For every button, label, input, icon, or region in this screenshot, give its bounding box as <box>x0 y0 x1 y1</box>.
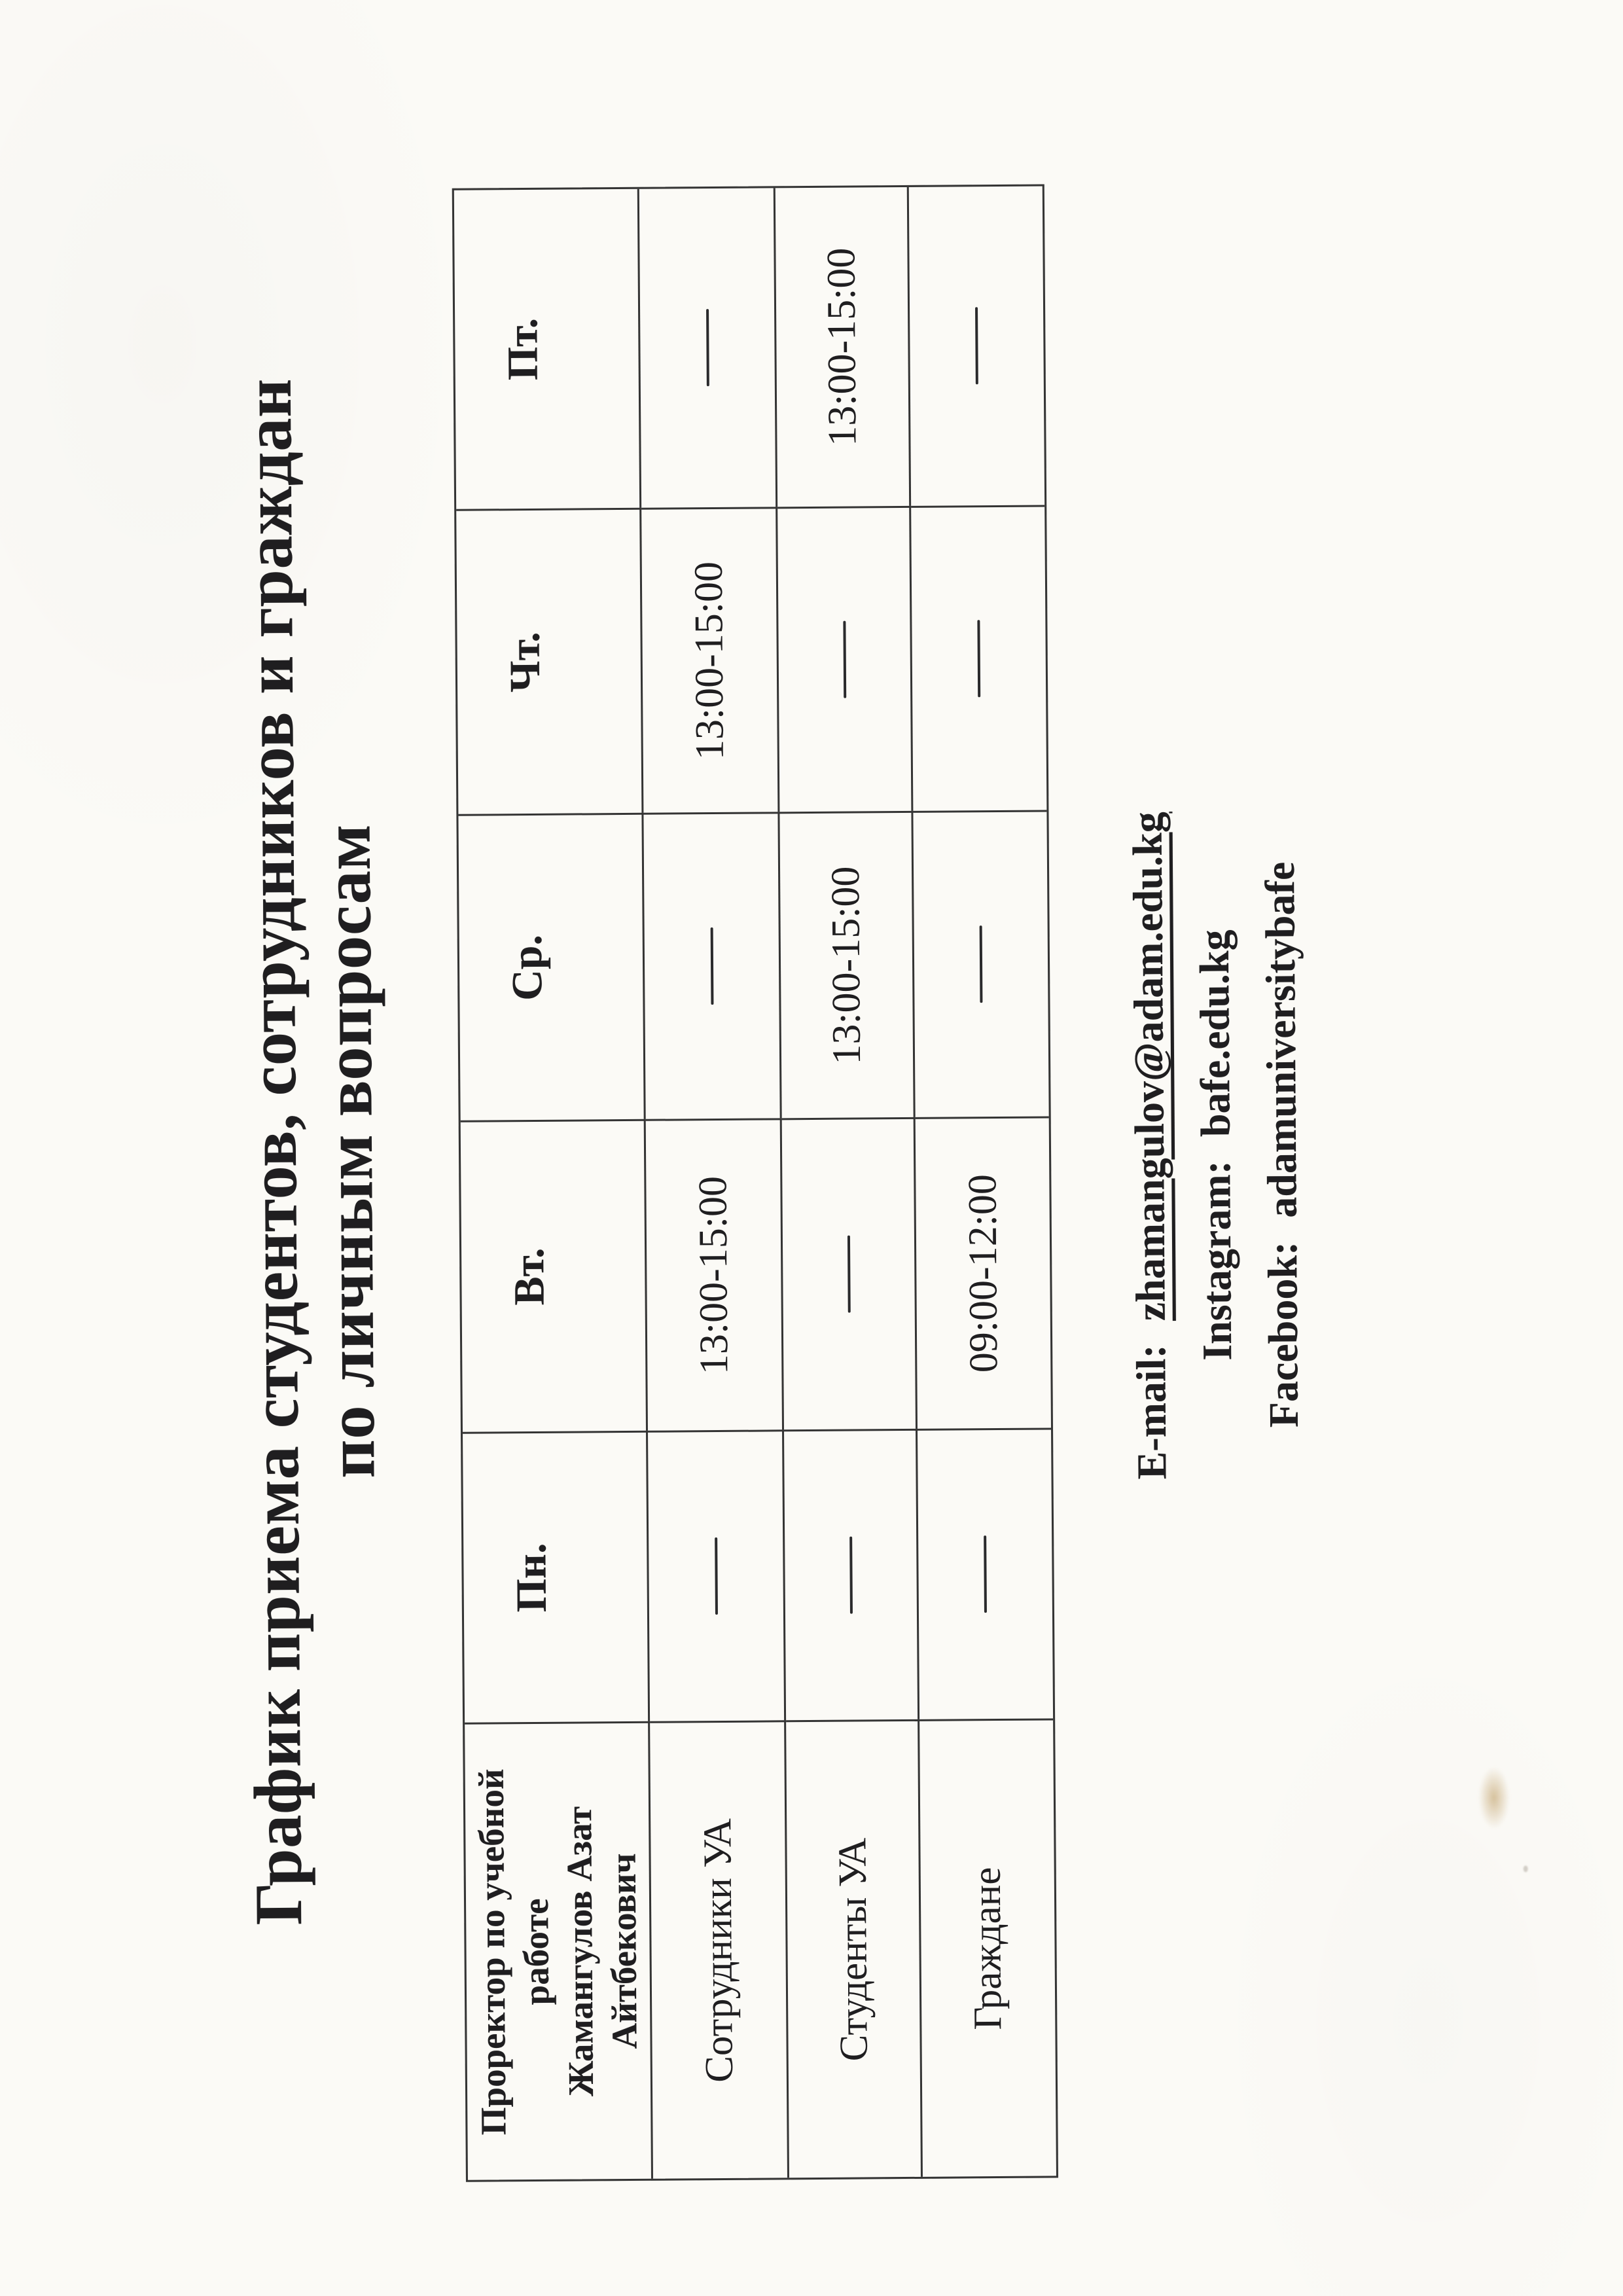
document-title <box>228 3 396 2296</box>
email-address: zhamangulov@adam.edu.kg <box>1124 812 1174 1321</box>
day-header-cell <box>456 508 643 814</box>
day-header-label: Пн. <box>507 1543 556 1613</box>
corner-header-line: Проректор по учебной работе <box>471 1768 557 2136</box>
dash <box>710 928 713 1005</box>
dash <box>847 1236 850 1313</box>
dash <box>975 308 978 385</box>
facebook-label: Facebook: <box>1259 1241 1307 1428</box>
schedule-cell <box>911 505 1046 810</box>
schedule-cell <box>782 1117 918 1429</box>
schedule-cell <box>916 1116 1051 1428</box>
schedule-cell <box>646 1118 784 1430</box>
title-line-1: График приема студентов, сотрудников и граждан <box>230 378 317 1926</box>
corner-header-cell <box>465 1721 653 2180</box>
dash <box>843 621 846 698</box>
day-header-cell <box>458 813 645 1121</box>
time-value: 13:00-15:00 <box>690 1175 737 1375</box>
time-value: 13:00-15:00 <box>819 247 865 446</box>
schedule-cell <box>918 1427 1053 1719</box>
schedule-cell <box>639 188 777 507</box>
day-header-label: Вт. <box>505 1247 554 1306</box>
day-header-label: Чт. <box>501 632 550 692</box>
dash <box>706 310 709 387</box>
dash <box>977 620 980 698</box>
row-label-cell <box>919 1718 1056 2176</box>
schedule-cell <box>909 187 1044 506</box>
row-label: Сотрудники УА <box>695 1818 741 2083</box>
day-header-cell <box>461 1119 648 1432</box>
dash <box>849 1537 853 1614</box>
email-label: E-mail: <box>1128 1344 1175 1480</box>
day-header-label: Пт. <box>499 317 547 381</box>
corner-header-line: Жамангулов Азат Айтбекович <box>559 1806 645 2097</box>
row-label-cell <box>650 1720 789 2178</box>
dash <box>715 1538 718 1615</box>
facebook-handle: adamuniversitybafe <box>1256 861 1306 1219</box>
schedule-cell <box>643 812 781 1119</box>
schedule-cell <box>776 187 911 507</box>
schedule-cell <box>641 507 779 812</box>
scan-smudge <box>1478 1767 1510 1829</box>
schedule-cell <box>779 811 915 1118</box>
contact-info <box>1109 0 1323 2294</box>
row-label-cell <box>786 1719 923 2178</box>
schedule-cell <box>784 1429 919 1720</box>
schedule-table <box>452 184 1058 2181</box>
dash <box>984 1536 987 1613</box>
row-label: Студенты УА <box>830 1837 876 2062</box>
instagram-handle: bafe.edu.kg <box>1190 929 1239 1138</box>
dash <box>980 926 983 1003</box>
title-line-2: по личным вопросам <box>310 823 389 1479</box>
scan-speck <box>1524 1865 1528 1872</box>
schedule-cell <box>913 810 1048 1117</box>
instagram-label: Instagram: <box>1192 1160 1241 1361</box>
time-value: 13:00-15:00 <box>823 866 870 1065</box>
row-label: Граждане <box>965 1867 1010 2030</box>
day-header-label: Ср. <box>503 934 552 1001</box>
day-header-cell <box>454 189 641 509</box>
time-value: 13:00-15:00 <box>686 561 732 761</box>
schedule-cell <box>777 506 913 812</box>
day-header-cell <box>463 1431 650 1723</box>
schedule-cell <box>648 1429 786 1721</box>
time-value: 09:00-12:00 <box>959 1174 1006 1373</box>
